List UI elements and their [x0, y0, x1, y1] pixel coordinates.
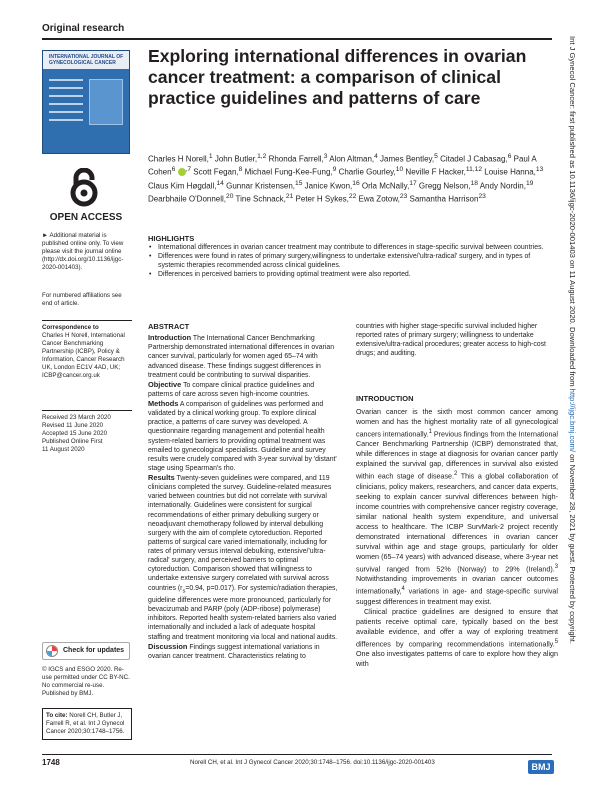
footer-citation: Norell CH, et al. Int J Gynecol Cancer 2020;30:1748–1756. doi:10.1136/ijgc-2020-001403: [190, 759, 435, 766]
divider: [42, 410, 132, 411]
author[interactable]: Neville F Hacker,: [403, 167, 466, 177]
reference-link[interactable]: 5: [554, 638, 558, 645]
author[interactable]: James Bentley,: [377, 154, 435, 164]
author[interactable]: Orla McNally,: [359, 181, 410, 191]
cite-heading: To cite:: [46, 712, 68, 719]
affiliation-sup: 8: [238, 166, 243, 174]
open-access-icon: [64, 168, 104, 208]
author-list: Charles H Norell,$^1$ John Butler,$^{1,2}$ Rhonda Farrell,$^3$ Alon Altman,$^4$ James Bentley,$^5$ Citadel J Cabasag,$^6$ Paul A Cohen$^6$ $^{,7}$ Scott Fegan,$^8$ Michael Fung-Kee-Fung,$^9$ Charlie Gourley,$^{10}$ Neville F Hacker,$^{11,12}$ Louise Hanna,$^{13}$ Claus Kim Høgdall,$^{14}$ Gunnar Kristensen,$^{15}$ Janice Kwon,$^{16}$ Orla McNally,$^{17}$ Gregg Nelson,$^{18}$ Andy Nordin,$^{19}$ Dearbhaile O'Donnell,$^{20}$ Tine Schnack,$^{21}$ Peter H Sykes,$^{22}$ Ewa Zotow,$^{23}$ Samantha Harrison$^{23}$: [148, 153, 544, 204]
affiliation-sup: 22: [348, 192, 357, 200]
abstract-discussion: Discussion Findings suggest international variations in ovarian cancer treatment. Characteristics relating to: [148, 641, 320, 660]
affiliation-sup: 18: [470, 179, 478, 187]
author[interactable]: Alon Altman,: [327, 154, 375, 164]
section-label: Original research: [42, 23, 125, 34]
affiliation-sup: 3: [323, 153, 328, 160]
date-published-label: Published Online First: [42, 438, 103, 445]
affiliation-sup: 21: [285, 192, 294, 200]
reference-link[interactable]: 2: [454, 471, 458, 478]
affiliation-sup: 17: [409, 179, 417, 187]
reference-link[interactable]: 1: [428, 429, 432, 435]
author[interactable]: Scott Fegan,: [191, 167, 239, 177]
supplementary-note: ► Additional material is published online only. To view please visit the journal online (http://dx.doi.org/10.1136/ijgc-2020-001403).: [42, 232, 124, 271]
author[interactable]: John Butler,: [212, 154, 258, 164]
affiliation-sup: 11,12: [465, 166, 483, 174]
affiliation-sup: 1: [208, 153, 213, 160]
highlight-item: • International differences in ovarian cancer treatment may contribute to differences in stage-specific survival between countries.: [148, 243, 558, 252]
article-title: Exploring international differences in ovarian cancer treatment: a comparison of clinical practice guidelines and patterns of care: [148, 46, 527, 108]
affiliation-sup: 6: [171, 166, 176, 174]
affiliation-sup: 4: [374, 153, 378, 160]
reference-link[interactable]: 4: [401, 586, 405, 593]
date-revised: Revised 11 June 2020: [42, 422, 104, 429]
bmj-logo: BMJ: [528, 760, 554, 774]
affiliation-sup: 19: [525, 179, 534, 187]
affiliation-sup: 5: [434, 153, 438, 160]
affiliation-sup: 23: [399, 192, 408, 200]
page-number: 1748: [42, 758, 60, 767]
highlights-heading: HIGHLIGHTS: [148, 234, 195, 243]
cover-line: [49, 103, 83, 105]
author[interactable]: Gunnar Kristensen,: [223, 181, 296, 191]
license-note: © IGCS and ESGO 2020. Re-use permitted under CC BY-NC. No commercial re-use. Published by BMJ.: [42, 666, 130, 697]
vertical-download-notice: Int J Gynecol Cancer: first published as 10.1136/ijgc-2020-001403 on 11 August 2020. Downloaded from http://ijgc.bmj.com/ on November 28, 2021 by guest. Protected by copyright.: [568, 36, 577, 645]
abstract-continued: countries with higher stage-specific survival included higher reported rates of primary surgery; willingness to undertake extensive/ultra-radical procedures; greater access to high-cost drugs; and auditing.: [356, 323, 546, 358]
author[interactable]: Michael Fung-Kee-Fung,: [242, 167, 333, 177]
correspondence-text: Charles H Norell, International Cancer Benchmarking Partnership (ICBP), Policy & Information, Cancer Research UK, London EC1V 4AD, UK; ICBP@cancer.org.uk: [42, 332, 125, 379]
abstract-introduction: Introduction The International Cancer Benchmarking Partnership demonstrated international differences in ovarian cancer survival, particularly for women aged 65–74 with advanced disease. These findings suggest differences in treatment could be contributing to survival disparities.: [148, 333, 335, 379]
affiliation-sup: 14: [216, 179, 224, 187]
abstract-results: Results Twenty-seven guidelines were compared, and 119 clinicians completed the survey. Guideline-related measures varied between countries but did not correlate with survival internationally. Guidelines were consistent for surgical recommendations of either primary debulking surgery or neoadjuvant chemotherapy followed by interval debulking surgery with the aim of complete cytoreduction. Reported patterns of surgical care varied internationally, including for rates of primary versus interval debulking, extensive/'ultra-radical' surgery, and perceived barriers to optimal cytoreduction. Comparison showed that willingness to undertake extensive surgery correlated with survival across countries ($r_s=0.94$, p=0.017). For systemic/radiation therapies, guideline differences were more pronounced, particularly for bevacizumab and PARP (poly (ADP-ribose) polymerase) inhibitors. Reported health system-related barriers also varied internationally and included a lack of adequate hospital staffing and treatment monitoring via local and national audits.: [148, 473, 338, 641]
dates-block: [42, 410, 132, 454]
date-published: 11 August 2020: [42, 446, 85, 453]
cover-line: [49, 119, 83, 121]
affiliation-sup: 7: [187, 166, 192, 174]
check-for-updates-label: Check for updates: [63, 647, 125, 654]
correspondence-block: [42, 320, 132, 380]
affiliation-sup: 6: [507, 153, 512, 160]
cover-image: [89, 79, 123, 125]
author[interactable]: Gregg Nelson,: [416, 181, 471, 191]
author[interactable]: Paul A Cohen: [148, 154, 537, 177]
affiliation-sup: 1,2: [257, 153, 267, 160]
affiliation-sup: 15: [295, 179, 303, 187]
author[interactable]: Rhonda Farrell,: [266, 154, 324, 164]
cover-line: [49, 87, 83, 89]
affiliation-sup: 9: [332, 166, 337, 174]
cite-box: [42, 708, 132, 740]
highlight-item: • Differences were found in rates of primary surgery,willingness to undertake extensive/'ultra-radical' surgery, and in types of systemic therapies recommended across clinical guidelines.: [148, 252, 558, 270]
introduction-heading: INTRODUCTION: [356, 394, 414, 403]
highlights-list: [148, 243, 558, 279]
cover-line: [49, 95, 83, 97]
cite-text: Norell CH, Butler J, Farrell R, et al. Int J Gynecol Cancer 2020;30:1748–1756.: [46, 712, 125, 735]
introduction-body: [356, 407, 558, 669]
affiliations-note: For numbered affiliations see end of article.: [42, 292, 122, 307]
date-accepted: Accepted 15 June 2020: [42, 430, 108, 437]
check-for-updates-button[interactable]: [42, 642, 130, 660]
abstract-objective: Objective To compare clinical practice guidelines and patterns of care across seven high-income countries.: [148, 379, 315, 398]
affiliation-sup: 23: [478, 192, 486, 200]
affiliation-sup: 13: [535, 166, 544, 174]
reference-link[interactable]: 3: [554, 563, 558, 570]
author[interactable]: Ewa Zotow,: [356, 194, 400, 204]
author[interactable]: Charlie Gourley,: [336, 167, 396, 177]
author[interactable]: Louise Hanna,: [482, 167, 536, 177]
journal-cover[interactable]: [42, 50, 130, 154]
author[interactable]: Janice Kwon,: [302, 181, 353, 191]
author[interactable]: Dearbhaile O'Donnell,: [148, 194, 227, 204]
author[interactable]: Charles H Norell,: [148, 154, 209, 164]
abstract-methods: Methods A comparison of guidelines was performed and validated by a clinical working group. To explore clinical practice, a patterns of care survey was developed. A questionnaire regarding management and potential health system-related barriers to providing optimal treatment was emailed to gynecological specialists. Guideline and survey results were crudely compared with 3-year survival by 'distant' stage using Spearman's rho.: [148, 399, 337, 472]
journal-link[interactable]: http://ijgc.bmj.com/: [568, 388, 577, 452]
date-received: Received 23 March 2020: [42, 414, 111, 421]
footer-rule: [42, 754, 552, 755]
abstract-heading: ABSTRACT: [148, 322, 190, 331]
affiliation-sup: 16: [352, 179, 360, 187]
crossmark-icon: [46, 645, 58, 657]
cover-title: INTERNATIONAL JOURNAL OF GYNECOLOGICAL CANCER: [49, 54, 124, 66]
author[interactable]: Andy Nordin,: [477, 181, 526, 191]
open-access-label: OPEN ACCESS: [49, 212, 123, 223]
author[interactable]: Tine Schnack,: [233, 194, 286, 204]
affiliation-sup: 20: [226, 192, 234, 200]
abstract: [148, 322, 338, 661]
author[interactable]: Claus Kim Høgdall,: [148, 181, 217, 191]
affiliation-sup: 10: [395, 166, 404, 174]
author[interactable]: Citadel J Cabasag,: [437, 154, 508, 164]
highlight-item: • Differences in perceived barriers to providing optimal treatment were also reported.: [148, 270, 558, 279]
divider: [42, 320, 132, 321]
cover-line: [49, 111, 83, 113]
paragraph: Ovarian cancer is the sixth most common cancer among women and has the highest mortality rate of all gynecological cancers internationally.$^1$ Previous findings from the International Cancer Benchmarking Partnership (ICBP) demonstrated that, while differences in stage at diagnosis for ovarian cancer partly explained the survival gap, differences in survival also existed within each stage of disease.$^2$ This a global collaboration of clinicians, policy makers, researchers, and cancer data experts, seeking to explain cancer survival differences between high-income countries with comprehensive cancer registry coverage, similar national health system expenditure, and universal access to healthcare. The ICBP SurvMark-2 project recently demonstrated international differences in ovarian cancer survival within age and stage groups, particularly for older women (65–74 years) with advanced disease, where 3-year net survival ranged from 52% (Norway) to 29% (Ireland).$^3$ Notwithstanding improvements in ovarian cancer outcomes internationally,$^4$ variations in age- and stage-specific survival suggest differences in treatment may exist.: [356, 408, 558, 606]
top-rule: [42, 38, 552, 40]
cover-line: [49, 79, 83, 81]
author[interactable]: Samantha Harrison: [407, 194, 479, 204]
orcid-icon[interactable]: [178, 168, 186, 176]
author[interactable]: Peter H Sykes,: [293, 194, 349, 204]
paragraph: Clinical practice guidelines are designed to ensure that patients receive optimal care, typically based on the best available evidence, and offer a way of exploring treatment differences by comparing recommendations internationally.$^5$ One also investigates patterns of care to explore how they align with: [356, 607, 558, 668]
correspondence-heading: Correspondence to: [42, 324, 99, 331]
